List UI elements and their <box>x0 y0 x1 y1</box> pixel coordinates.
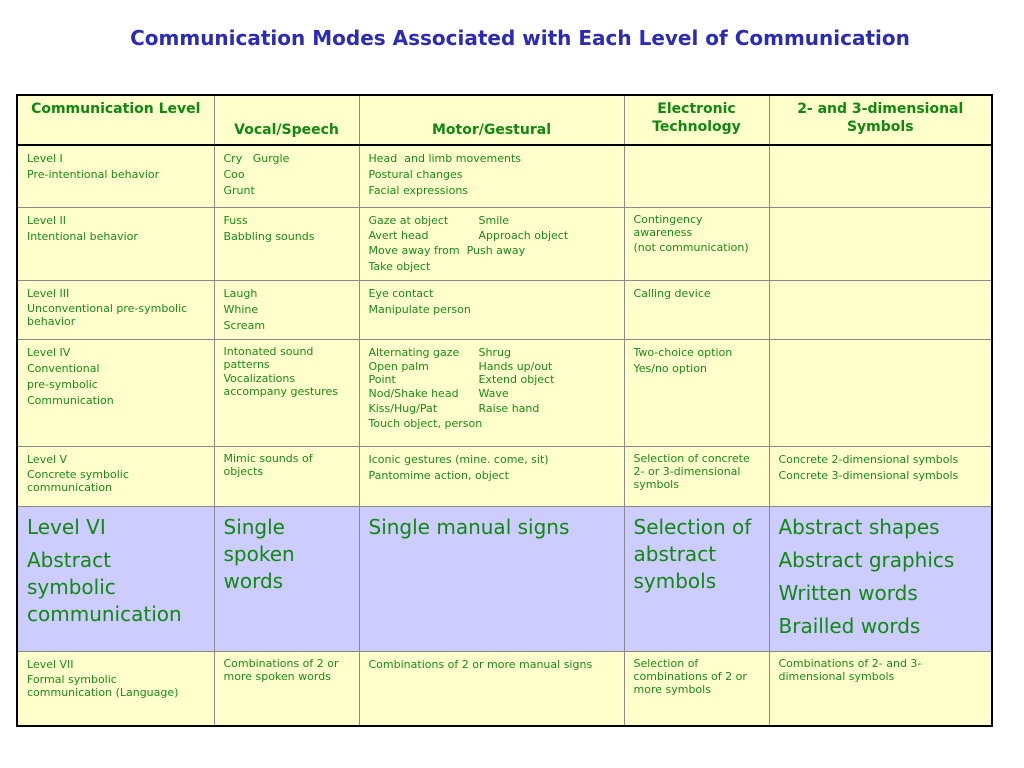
symbols-cell <box>769 280 992 339</box>
header-electronic: Electronic Technology <box>624 95 769 145</box>
header-vocal: Vocal/Speech <box>214 95 359 145</box>
electronic-cell <box>624 145 769 207</box>
symbols-cell: Abstract shapes Abstract graphics Written words Brailled words <box>769 506 992 651</box>
vocal-cell: Mimic sounds of objects <box>214 446 359 506</box>
header-level: Communication Level <box>17 95 214 145</box>
vocal-cell: Cry Gurgle Coo Grunt <box>214 145 359 207</box>
table-row-highlighted <box>17 506 992 651</box>
motor-cell: Eye contact Manipulate person <box>359 280 624 339</box>
electronic-cell: Selection of concrete 2- or 3-dimensional symbols <box>624 446 769 506</box>
motor-cell: Head and limb movements Postural changes Facial expressions <box>359 145 624 207</box>
symbols-cell: Concrete 2-dimensional symbols Concrete 3-dimensional symbols <box>769 446 992 506</box>
level-cell: Level I Pre-intentional behavior <box>17 145 214 207</box>
vocal-cell: Intonated sound patterns Vocalizations accompany gestures <box>214 339 359 446</box>
communication-table <box>16 94 993 727</box>
table-row <box>17 145 992 207</box>
motor-cell: Iconic gestures (mine. come, sit) Pantomime action, object <box>359 446 624 506</box>
level-cell: Level II Intentional behavior <box>17 207 214 280</box>
motor-cell: Alternating gaze Shrug Open palm Hands up/out Point Extend object Nod/Shake head Wave Kiss/Hug/Pat Raise hand Touch object, person <box>359 339 624 446</box>
symbols-cell: Combinations of 2- and 3-dimensional symbols <box>769 651 992 726</box>
electronic-cell: Selection of abstract symbols <box>624 506 769 651</box>
vocal-cell: Single spoken words <box>214 506 359 651</box>
level-cell: Level VII Formal symbolic communication (Language) <box>17 651 214 726</box>
header-row <box>17 95 992 145</box>
electronic-cell: Calling device <box>624 280 769 339</box>
table-row <box>17 207 992 280</box>
level-cell: Level III Unconventional pre-symbolic behavior <box>17 280 214 339</box>
symbols-cell <box>769 339 992 446</box>
symbols-cell <box>769 207 992 280</box>
electronic-cell: Selection of combinations of 2 or more symbols <box>624 651 769 726</box>
motor-cell: Single manual signs <box>359 506 624 651</box>
electronic-cell: Contingency awareness (not communication) <box>624 207 769 280</box>
level-cell: Level IV Conventional pre-symbolic Communication <box>17 339 214 446</box>
table-row <box>17 651 992 726</box>
vocal-cell: Fuss Babbling sounds <box>214 207 359 280</box>
header-symbols: 2- and 3-dimensional Symbols <box>769 95 992 145</box>
level-cell: Level VI Abstract symbolic communication <box>17 506 214 651</box>
level-cell: Level V Concrete symbolic communication <box>17 446 214 506</box>
table-row <box>17 339 992 446</box>
header-motor: Motor/Gestural <box>359 95 624 145</box>
motor-cell: Gaze at object Smile Avert head Approach object Move away from Push away Take object <box>359 207 624 280</box>
vocal-cell: Laugh Whine Scream <box>214 280 359 339</box>
table-row <box>17 446 992 506</box>
page-title: Communication Modes Associated with Each Level of Communication <box>130 26 910 50</box>
electronic-cell: Two-choice option Yes/no option <box>624 339 769 446</box>
vocal-cell: Combinations of 2 or more spoken words <box>214 651 359 726</box>
motor-cell: Combinations of 2 or more manual signs <box>359 651 624 726</box>
symbols-cell <box>769 145 992 207</box>
table-row <box>17 280 992 339</box>
